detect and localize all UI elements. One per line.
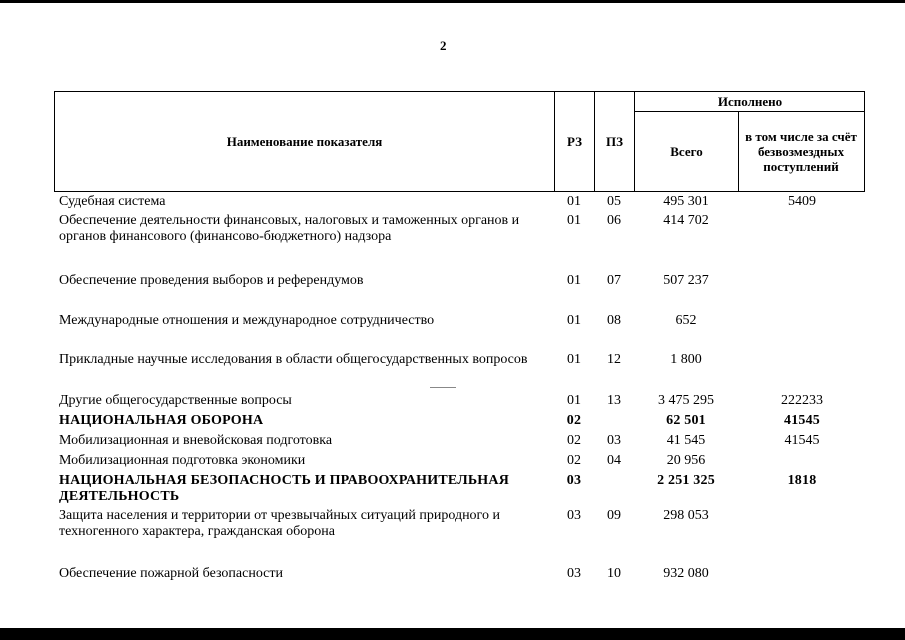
- row-pz: 05: [607, 194, 621, 209]
- row-pz: 10: [607, 566, 621, 581]
- row-total: 507 237: [663, 273, 709, 288]
- row-name: НАЦИОНАЛЬНАЯ ОБОРОНА: [59, 413, 264, 428]
- row-rz: 01: [567, 273, 581, 288]
- row-total: 62 501: [666, 413, 706, 428]
- row-pz: 07: [607, 273, 621, 288]
- row-pz: 03: [607, 433, 621, 448]
- row-rz: 02: [567, 453, 581, 468]
- row-total: 414 702: [663, 213, 709, 228]
- row-rz: 01: [567, 213, 581, 228]
- row-name: Международные отношения и международное сотрудничество: [59, 313, 435, 328]
- row-total: 495 301: [663, 194, 709, 209]
- row-rz: 01: [567, 194, 581, 209]
- row-rz: 02: [567, 433, 581, 448]
- row-total: 298 053: [663, 508, 709, 523]
- top-border: [0, 0, 905, 3]
- row-name: Обеспечение пожарной безопасности: [59, 566, 284, 581]
- row-pz: 12: [607, 352, 621, 367]
- row-name: Мобилизационная и вневойсковая подготовка: [59, 433, 333, 448]
- header-pz: ПЗ: [606, 134, 623, 149]
- row-total: 652: [675, 313, 697, 328]
- row-rz: 03: [567, 566, 581, 581]
- header-divider: [738, 112, 739, 192]
- row-name: Судебная система: [59, 194, 166, 209]
- row-free: 41545: [784, 413, 820, 428]
- row-rz: 03: [567, 508, 581, 523]
- row-name: НАЦИОНАЛЬНАЯ БЕЗОПАСНОСТЬ И ПРАВООХРАНИТЕЛЬНАЯ ДЕЯТЕЛЬНОСТЬ: [59, 473, 510, 504]
- row-name: Обеспечение проведения выборов и референдумов: [59, 273, 364, 288]
- row-free: 5409: [788, 194, 816, 209]
- scan-mark: [430, 387, 456, 388]
- row-name: Защита населения и территории от чрезвычайных ситуаций природного и техногенного характера, гражданская оборона: [59, 508, 500, 539]
- row-rz: 01: [567, 393, 581, 408]
- row-total: 2 251 325: [657, 473, 715, 488]
- header-total: Всего: [670, 144, 703, 159]
- header-executed: Исполнено: [717, 94, 783, 109]
- header-name: Наименование показателя: [226, 134, 383, 149]
- row-total: 932 080: [663, 566, 709, 581]
- row-total: 1 800: [670, 352, 702, 367]
- row-free: 1818: [787, 473, 817, 488]
- row-pz: 06: [607, 213, 621, 228]
- row-rz: 03: [566, 473, 582, 488]
- row-name: Другие общегосударственные вопросы: [59, 393, 292, 408]
- header-rz: РЗ: [567, 134, 582, 149]
- page-number: 2: [440, 38, 447, 53]
- row-total: 41 545: [666, 433, 706, 448]
- row-name: Прикладные научные исследования в области общегосударственных вопросов: [59, 352, 528, 367]
- row-rz: 01: [567, 352, 581, 367]
- row-name: Обеспечение деятельности финансовых, налоговых и таможенных органов и органов финансового (финансово-бюджетного) надзора: [59, 213, 520, 244]
- row-pz: 08: [607, 313, 621, 328]
- row-pz: 13: [607, 393, 621, 408]
- row-rz: 01: [567, 313, 581, 328]
- row-total: 3 475 295: [658, 393, 714, 408]
- row-rz: 02: [566, 413, 582, 428]
- row-pz: 04: [607, 453, 621, 468]
- bottom-border: [0, 628, 905, 640]
- row-free: 41545: [784, 433, 820, 448]
- row-free: 222233: [781, 393, 823, 408]
- row-pz: 09: [607, 508, 621, 523]
- row-total: 20 956: [666, 453, 706, 468]
- header-free: в том числе за счёт безвозмездных поступлений: [745, 129, 857, 174]
- row-name: Мобилизационная подготовка экономики: [59, 453, 306, 468]
